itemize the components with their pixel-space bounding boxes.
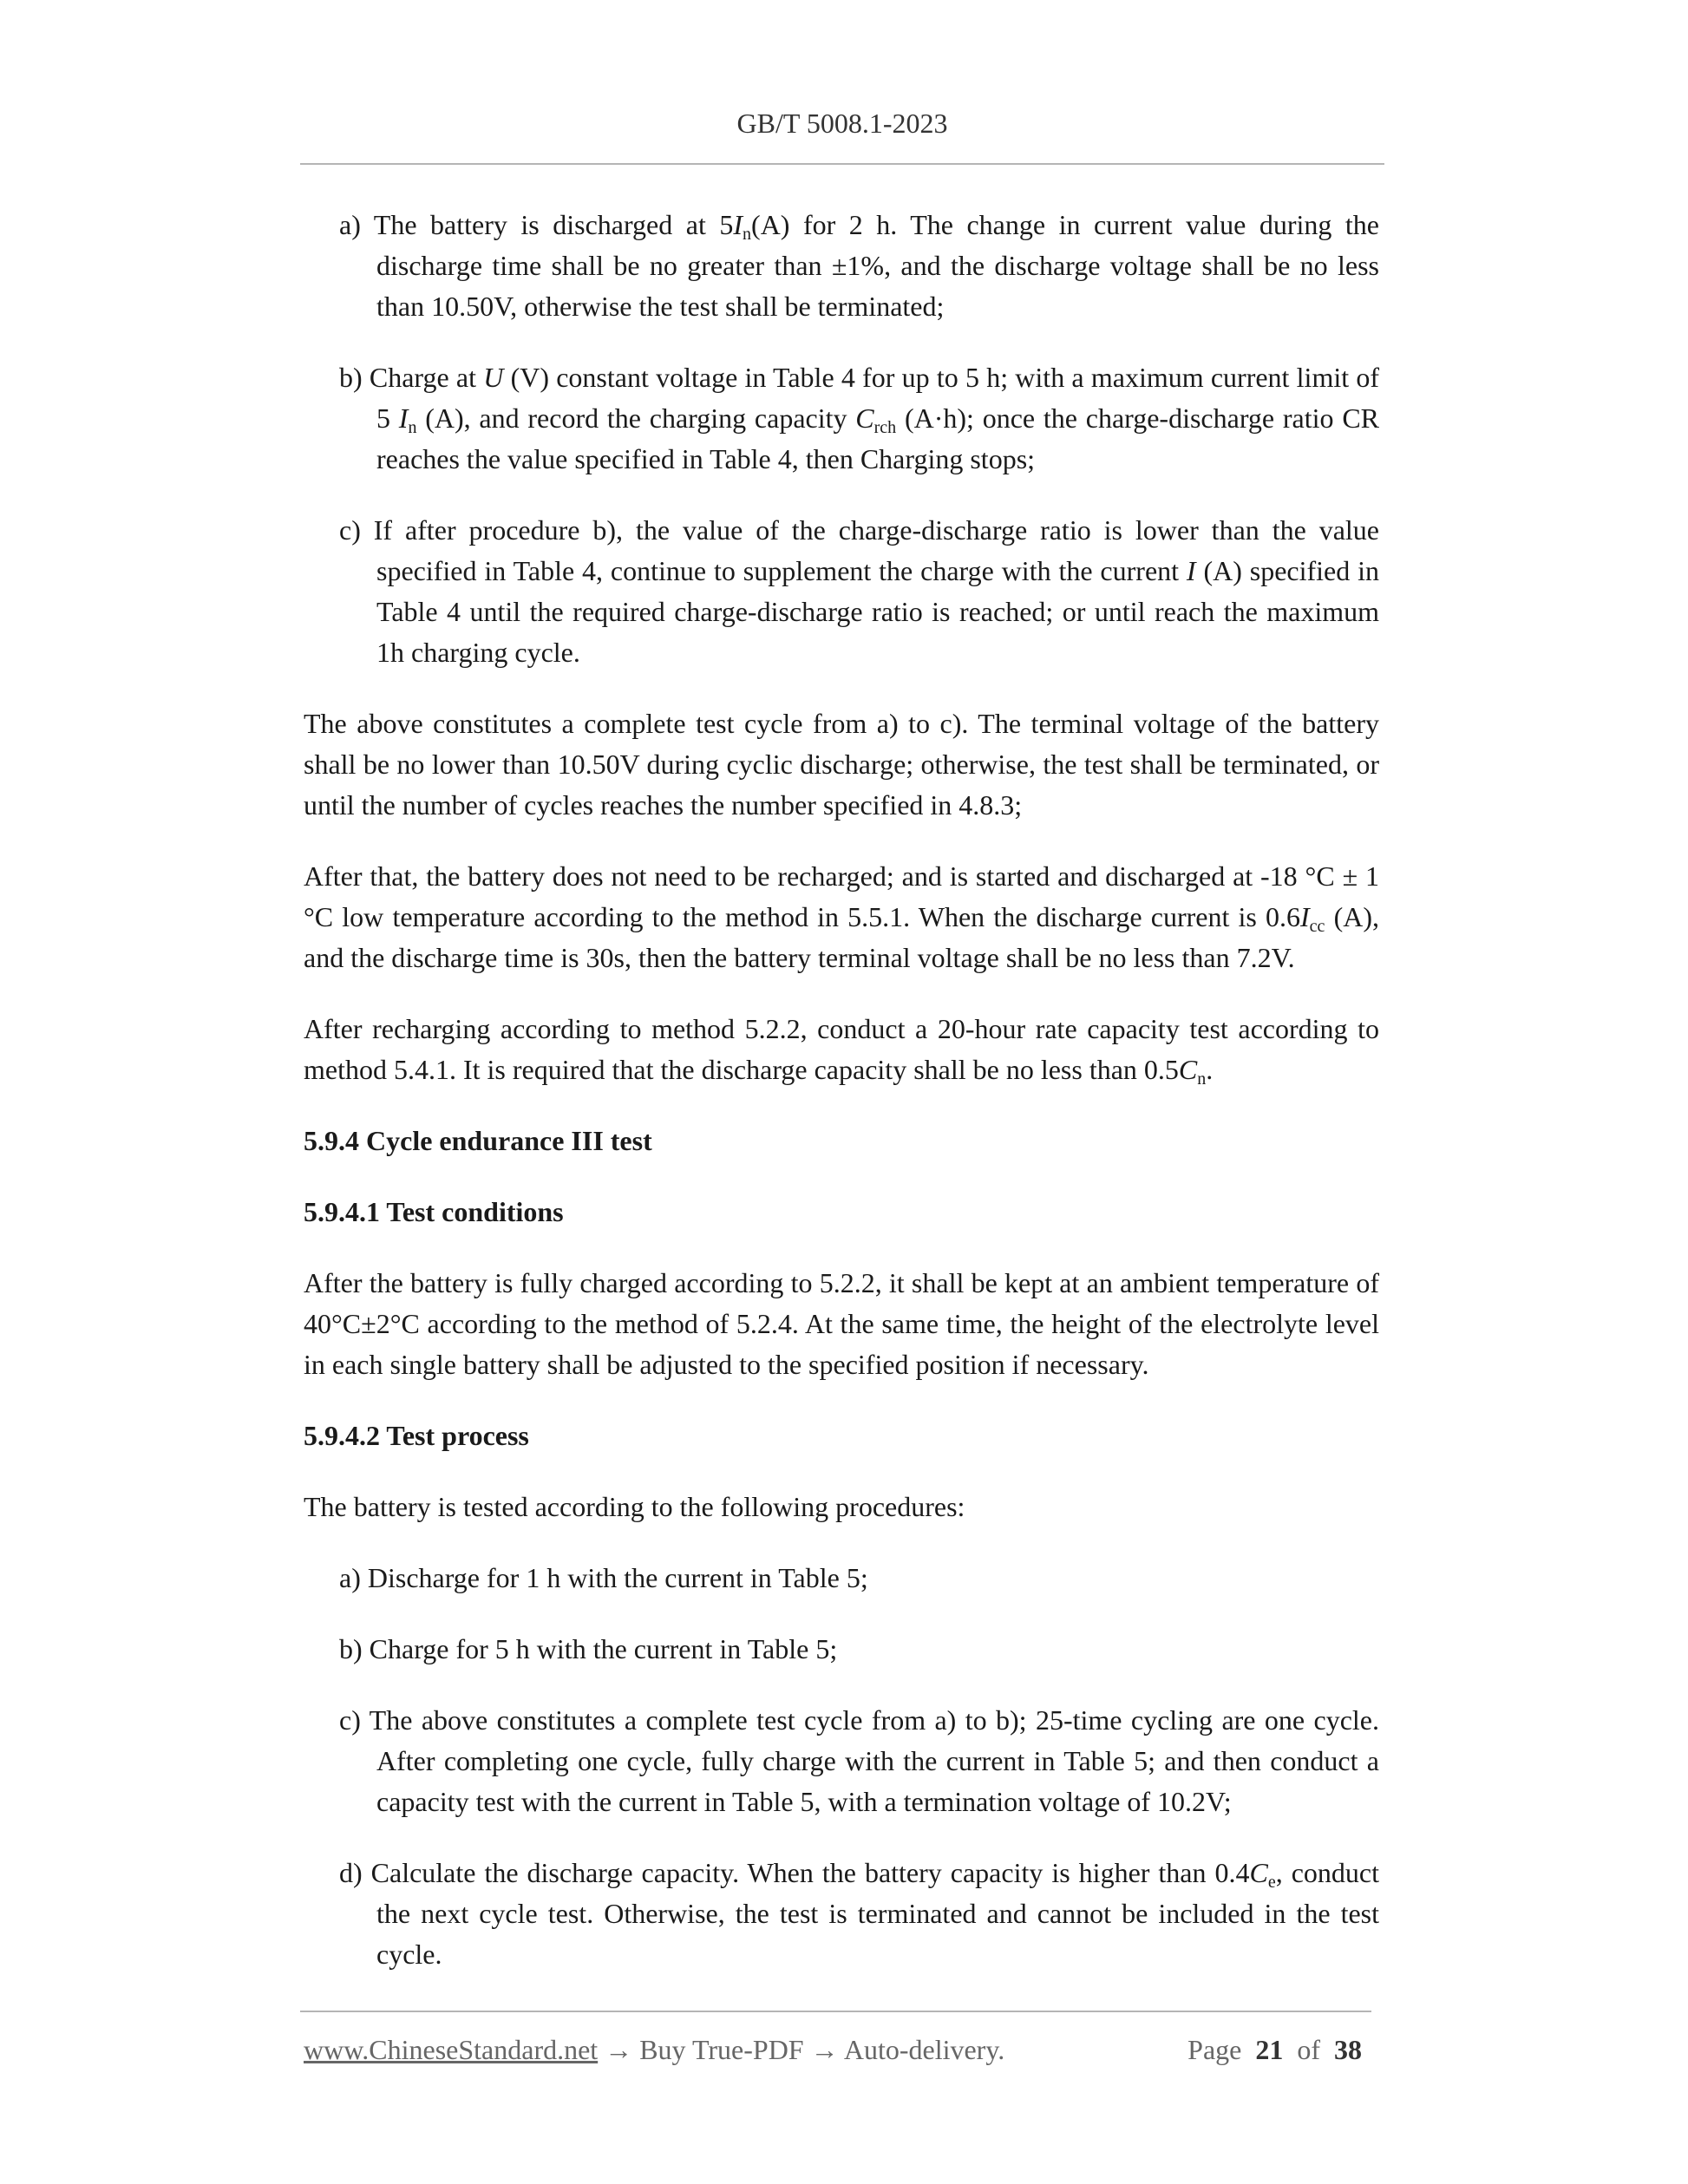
sub: n <box>408 418 417 437</box>
text: c) If after procedure b), the value of the charge-discharge ratio is lower than the value specified in Table 4, continue to supplement the charge with the current <box>339 514 1379 586</box>
var-c: C <box>1249 1857 1268 1888</box>
list1-item-a <box>304 205 1379 327</box>
list2-item-b: b) Charge for 5 h with the current in Table 5; <box>339 1633 838 1664</box>
text: b) Charge at <box>339 362 484 393</box>
arrow-icon: → <box>803 2034 844 2065</box>
list1-item-c <box>304 510 1379 673</box>
sub: n <box>1197 1069 1207 1089</box>
text: (A), and the discharge time is 30s, then the battery terminal voltage shall be no less than 7.2V. <box>304 901 1380 973</box>
list2-item-c: c) The above constitutes a complete test cycle from a) to b); 25-time cycling are one cycle. After completing one cycle, fully charge with the current in Table 5; and then conduct a capacity test with the current in Table 5, with a termination voltage of 10.2V; <box>339 1704 1379 1817</box>
paragraph-test-conditions: After the battery is fully charged according to 5.2.2, it shall be kept at an ambient temperature of 40°C±2°C according to the method of 5.2.4. At the same time, the height of the electrolyte level in each single battery shall be adjusted to the specified position if necessary. <box>304 1267 1379 1380</box>
subsection-heading: 5.9.4.2 Test process <box>304 1420 529 1451</box>
sub: e <box>1267 1873 1276 1892</box>
var-i: I <box>1186 555 1196 586</box>
header-divider <box>300 163 1384 165</box>
list2-item-d <box>304 1853 1379 1975</box>
text: a) The battery is discharged at 5 <box>339 209 734 240</box>
paragraph-procedures-intro: The battery is tested according to the following procedures: <box>304 1491 965 1522</box>
page-total: 38 <box>1334 2034 1362 2065</box>
arrow-icon: → <box>598 2034 640 2065</box>
subsection-heading: 5.9.4.1 Test conditions <box>304 1196 564 1227</box>
var-u: U <box>483 362 504 393</box>
text: (V) constant voltage in Table 4 for up to 5 h; with a maximum current limit of 5 <box>376 362 1380 434</box>
text: , conduct the next cycle test. Otherwise, the test is terminated and cannot be included in the test cycle. <box>376 1857 1379 1970</box>
var-c: C <box>855 402 874 434</box>
text: . <box>1206 1054 1214 1085</box>
text: After recharging according to method 5.2.2, conduct a 20-hour rate capacity test according to method 5.4.1. It is required that the discharge capacity shall be no less than 0.5 <box>304 1013 1379 1085</box>
document-body <box>304 205 1379 2005</box>
text: d) Calculate the discharge capacity. When the battery capacity is higher than 0.4 <box>339 1857 1250 1888</box>
paragraph-low-temperature <box>304 856 1379 978</box>
paragraph-cycle-summary: The above constitutes a complete test cycle from a) to c). The terminal voltage of the battery shall be no lower than 10.50V during cyclic discharge; otherwise, the test shall be terminated, or until the number of cycles reaches the number specified in 4.8.3; <box>304 708 1379 821</box>
sub: cc <box>1309 917 1325 936</box>
var-c: C <box>1178 1054 1198 1085</box>
text: (A·h); once the charge-discharge ratio CR reaches the value specified in Table 4, then Charging stops; <box>376 402 1380 474</box>
list2-item-a: a) Discharge for 1 h with the current in Table 5; <box>339 1562 868 1593</box>
text: (A), and record the charging capacity <box>416 402 856 434</box>
of-label: of <box>1297 2034 1320 2065</box>
document-footer <box>304 2028 1371 2071</box>
buy-text: Buy True-PDF <box>639 2034 804 2065</box>
var-i: I <box>398 402 409 434</box>
site-link[interactable]: www.ChineseStandard.net <box>304 2034 599 2065</box>
text: After that, the battery does not need to be recharged; and is started and discharged at -18 °C ± 1 °C low temperature according to the method in 5.5.1. When the discharge current is 0.6 <box>304 860 1379 932</box>
sub: n <box>743 225 752 244</box>
text: (A) for 2 h. The change in current value during the discharge time shall be no greater than ±1%, and the discharge voltage shall be no less than 10.50V, otherwise the test shall be terminated; <box>376 209 1380 322</box>
delivery-text: Auto-delivery. <box>843 2034 1005 2065</box>
paragraph-recharge <box>304 1009 1379 1090</box>
section-heading: 5.9.4 Cycle endurance III test <box>304 1125 652 1156</box>
var-i: I <box>1300 901 1310 932</box>
text: (A) specified in Table 4 until the required charge-discharge ratio is reached; or until reach the maximum 1h charging cycle. <box>376 555 1379 668</box>
page-number <box>1187 2028 1362 2071</box>
list1-item-b <box>304 357 1379 480</box>
sub: rch <box>873 418 897 437</box>
footer-divider <box>300 2011 1371 2012</box>
page-current: 21 <box>1255 2034 1284 2065</box>
page-label: Page <box>1187 2034 1242 2065</box>
var-i: I <box>733 209 743 240</box>
document-header: GB/T 5008.1-2023 <box>736 108 948 139</box>
